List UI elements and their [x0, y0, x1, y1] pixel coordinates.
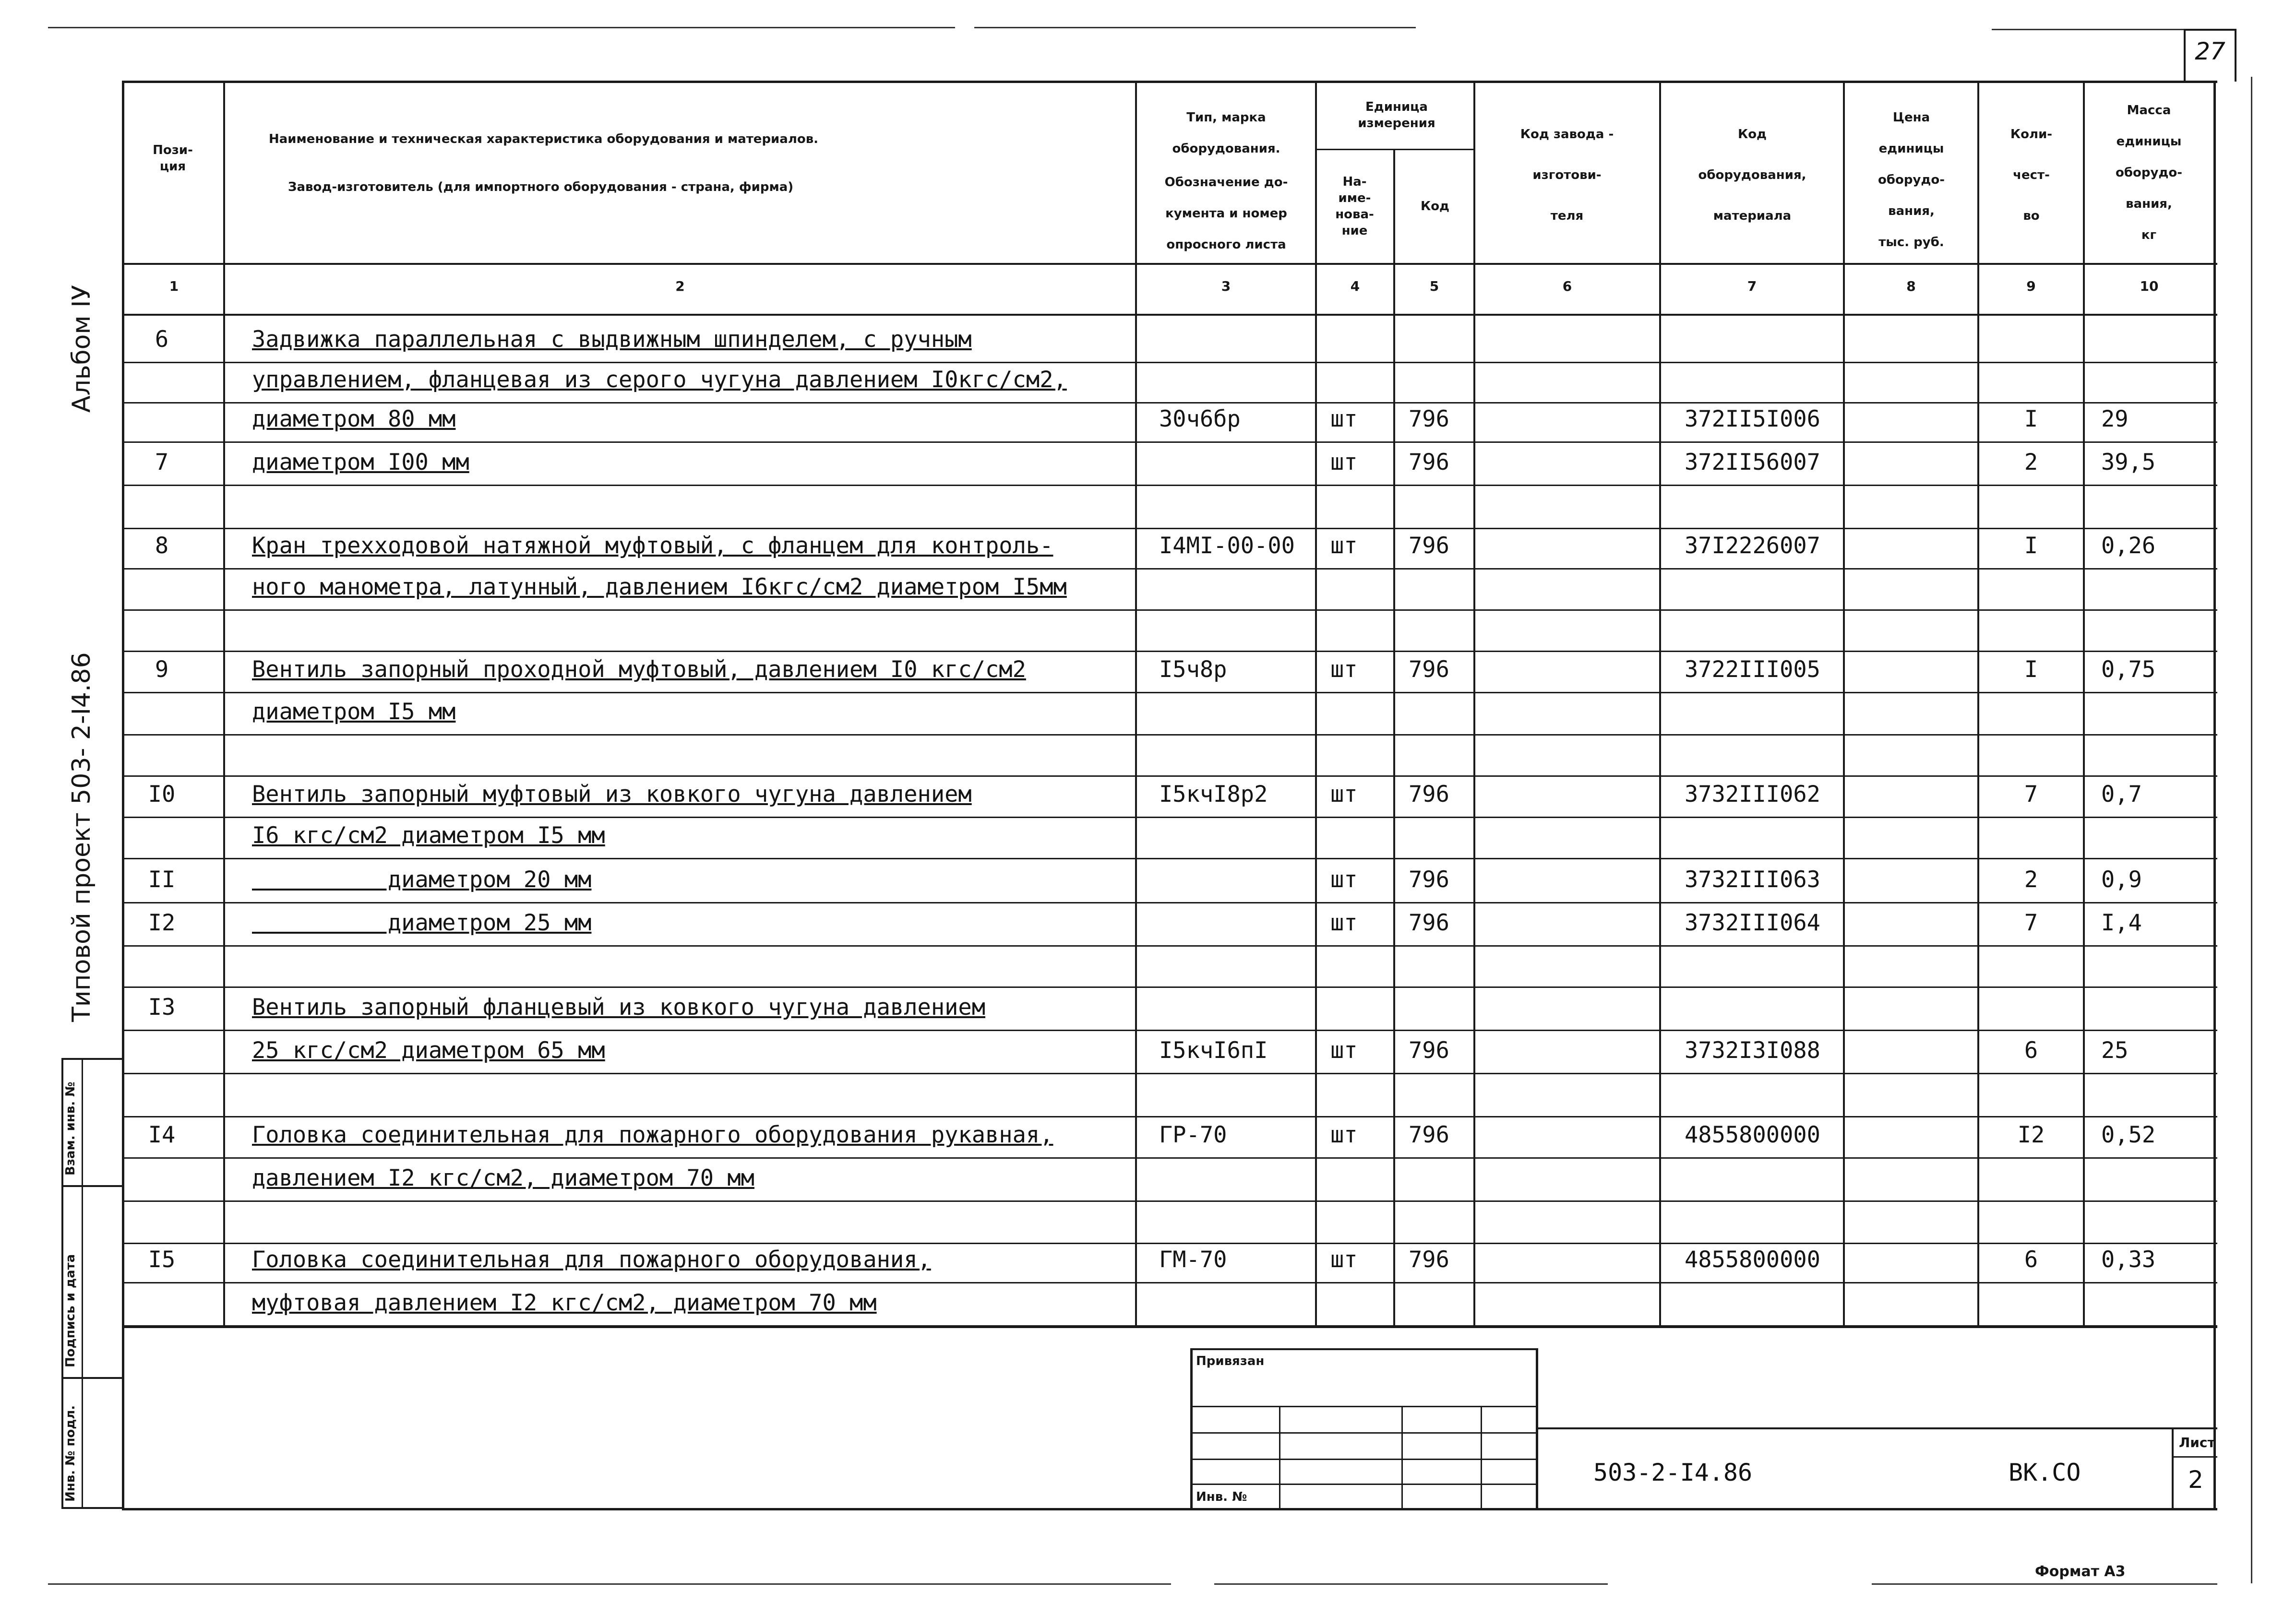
stamp-replaced-inv: Взам. инв. № [63, 1081, 78, 1176]
cell-mass: 29 [2101, 406, 2129, 432]
row-divider [122, 692, 2217, 693]
row-divider [122, 1157, 2217, 1159]
row-divider [122, 1030, 2217, 1031]
cell-qty: I [2024, 656, 2038, 683]
cell-name: Вентиль запорный проходной муфтовый, давлением I0 кгс/см2 [252, 656, 1026, 683]
col-number: 2 [675, 278, 685, 294]
cell-code: 3732III064 [1685, 910, 1820, 936]
stamp-original-inv: Инв. № подл. [63, 1405, 78, 1502]
col-header-unit-name: На- име- нова- ние [1335, 175, 1374, 238]
cell-name: ного манометра, латунный, давлением I6кгс/см2 диаметром I5мм [252, 574, 1067, 600]
row-divider [122, 1282, 2217, 1283]
cell-name: давлением I2 кгс/см2, диаметром 70 мм [252, 1165, 754, 1191]
col-header-unit-group: Единица измерения [1358, 100, 1435, 131]
cell-pos: II [148, 867, 176, 893]
cell-qty: 7 [2024, 910, 2038, 936]
col-header-mass-line: оборудо- [2115, 166, 2183, 180]
cell-unit: шт [1330, 533, 1358, 559]
cell-unit: шт [1330, 656, 1358, 683]
row-divider [122, 441, 2217, 443]
cell-mass: 0,75 [2101, 656, 2156, 683]
cell-name: муфтовая давлением I2 кгс/см2, диаметром 70 мм [252, 1290, 877, 1316]
cell-type: I4МI-00-00 [1159, 533, 1295, 559]
cell-unit: шт [1330, 910, 1358, 936]
cell-unit-code: 796 [1409, 910, 1449, 936]
cell-mass: 0,52 [2101, 1122, 2156, 1148]
cell-name: Вентиль запорный фланцевый из ковкого чугуна давлением [252, 994, 986, 1021]
cell-mass: 25 [2101, 1037, 2129, 1064]
cell-type: I5кчI6пI [1159, 1037, 1268, 1064]
cell-unit: шт [1330, 1122, 1358, 1148]
cell-qty: 6 [2024, 1037, 2038, 1064]
document-code: 503-2-I4.86 [1593, 1459, 1753, 1486]
row-divider [122, 651, 2217, 652]
cell-pos: I2 [148, 910, 176, 936]
cell-qty: 2 [2024, 449, 2038, 475]
col-header-name-2: Завод-изготовитель (для импортного оборудования - страна, фирма) [288, 180, 794, 194]
cell-type: I5кчI8р2 [1159, 781, 1268, 808]
col-header-price-line: единицы [1878, 142, 1944, 156]
cell-code: 372II56007 [1685, 449, 1820, 475]
row-divider [122, 1243, 2217, 1244]
col-number: 9 [2026, 278, 2036, 294]
cell-unit-code: 796 [1409, 1247, 1449, 1273]
col-header-position: Пози- ция [153, 143, 193, 174]
cell-mass: 0,9 [2101, 867, 2142, 893]
col-header-price-line: вания, [1888, 204, 1935, 218]
row-divider [122, 945, 2217, 947]
cell-name: диаметром I5 мм [252, 699, 456, 725]
cell-unit: шт [1330, 867, 1358, 893]
cell-name: управлением, фланцевая из серого чугуна давлением I0кгс/см2, [252, 367, 1067, 393]
col-number: 3 [1221, 278, 1231, 294]
cell-code: 3732I3I088 [1685, 1037, 1820, 1064]
cell-code: 4855800000 [1685, 1247, 1820, 1273]
cell-qty: I [2024, 406, 2038, 432]
cell-code: 3732III062 [1685, 781, 1820, 808]
col-header-mass-line: кг [2141, 228, 2157, 242]
cell-name: Кран трехходовой натяжной муфтовый, с фланцем для контроль- [252, 533, 1053, 559]
col-header-price-line: тыс. руб. [1878, 235, 1944, 249]
row-divider [122, 817, 2217, 818]
cell-type: I5ч8р [1159, 656, 1227, 683]
sheet-label: Лист [2179, 1435, 2215, 1450]
cell-unit: шт [1330, 449, 1358, 475]
col-number: 6 [1562, 278, 1572, 294]
cell-unit: шт [1330, 781, 1358, 808]
cell-pos: I4 [148, 1122, 176, 1148]
row-divider [122, 568, 2217, 570]
col-header-mass-line: Масса [2127, 103, 2171, 118]
row-divider [122, 858, 2217, 859]
cell-pos: 8 [155, 533, 169, 559]
document-mark: ВК.СО [2009, 1459, 2081, 1486]
col-header-type-line: опросного листа [1166, 238, 1286, 252]
row-divider [122, 1116, 2217, 1117]
cell-mass: I,4 [2101, 910, 2142, 936]
col-header-qty-line: Коли- [2010, 127, 2053, 142]
cell-unit-code: 796 [1409, 1122, 1449, 1148]
cell-pos: 6 [155, 326, 169, 353]
col-number: 10 [2140, 278, 2159, 294]
row-divider [122, 402, 2217, 404]
row-divider [122, 1325, 2217, 1327]
cell-unit-code: 796 [1409, 867, 1449, 893]
cell-pos: I0 [148, 781, 176, 808]
col-header-code-line: Код [1737, 127, 1767, 142]
row-divider [122, 734, 2217, 736]
col-number: 5 [1429, 278, 1439, 294]
cell-pos: I3 [148, 994, 176, 1021]
cell-mass: 0,7 [2101, 781, 2142, 808]
cell-name: диаметром I00 мм [252, 449, 469, 475]
cell-name: диаметром 25 мм [252, 910, 592, 936]
col-header-mass-line: единицы [2116, 134, 2182, 149]
cell-qty: 7 [2024, 781, 2038, 808]
cell-unit-code: 796 [1409, 406, 1449, 432]
cell-type: ГР-70 [1159, 1122, 1227, 1148]
cell-qty: 2 [2024, 867, 2038, 893]
col-header-price-line: Цена [1892, 110, 1930, 125]
cell-type: 30ч6бр [1159, 406, 1241, 432]
cell-type: ГМ-70 [1159, 1247, 1227, 1273]
cell-code: 4855800000 [1685, 1122, 1820, 1148]
col-number: 7 [1747, 278, 1757, 294]
col-header-qty-line: чест- [2013, 168, 2050, 182]
cell-name: I6 кгс/см2 диаметром I5 мм [252, 822, 605, 849]
cell-unit: шт [1330, 1037, 1358, 1064]
col-header-maker-line: теля [1550, 209, 1584, 223]
col-header-price-line: оборудо- [1877, 173, 1945, 187]
cell-mass: 0,26 [2101, 533, 2156, 559]
cell-name: Головка соединительная для пожарного оборудования, [252, 1247, 931, 1273]
cell-code: 372II5I006 [1685, 406, 1820, 432]
cell-name: Задвижка параллельная с выдвижным шпинделем, с ручным [252, 326, 972, 353]
cell-code: 37I2226007 [1685, 533, 1820, 559]
row-divider [122, 986, 2217, 988]
row-divider [122, 362, 2217, 363]
col-header-maker-line: Код завода - [1520, 127, 1614, 142]
cell-code: 3732III063 [1685, 867, 1820, 893]
cell-unit: шт [1330, 1247, 1358, 1273]
inv-label: Инв. № [1196, 1490, 1247, 1504]
cell-pos: I5 [148, 1247, 176, 1273]
cell-unit-code: 796 [1409, 781, 1449, 808]
cell-unit: шт [1330, 406, 1358, 432]
row-divider [122, 485, 2217, 486]
sheet-number: 2 [2188, 1466, 2203, 1494]
col-header-code-line: оборудования, [1698, 168, 1806, 182]
cell-mass: 39,5 [2101, 449, 2156, 475]
col-header-maker-line: изготови- [1532, 168, 1602, 182]
col-number: 1 [169, 278, 179, 294]
col-header-type-line: Тип, марка [1186, 110, 1266, 125]
cell-unit-code: 796 [1409, 1037, 1449, 1064]
col-header-name-1: Наименование и техническая характеристика оборудования и материалов. [269, 132, 819, 146]
col-header-unit-code: Код [1420, 199, 1450, 214]
format-label: Формат А3 [2035, 1563, 2126, 1580]
cell-name: диаметром 20 мм [252, 867, 592, 893]
col-number: 8 [1906, 278, 1916, 294]
page-number: 27 [2195, 37, 2225, 65]
row-divider [122, 1073, 2217, 1074]
project-label: Типовой проект 503- 2-I4.86 [67, 652, 96, 1022]
cell-pos: 9 [155, 656, 169, 683]
row-divider [122, 902, 2217, 903]
album-label: Альбом IУ [67, 285, 96, 413]
col-number: 4 [1350, 278, 1360, 294]
col-header-type-line: Обозначение до- [1164, 175, 1288, 190]
stamp-signature-date: Подпись и дата [63, 1254, 78, 1367]
cell-name: Головка соединительная для пожарного оборудования рукавная, [252, 1122, 1053, 1148]
cell-pos: 7 [155, 449, 169, 475]
cell-name: Вентиль запорный муфтовый из ковкого чугуна давлением [252, 781, 972, 808]
row-divider [122, 1200, 2217, 1202]
row-divider [122, 609, 2217, 611]
cell-code: 3722III005 [1685, 656, 1820, 683]
col-header-qty-line: во [2023, 209, 2040, 223]
cell-qty: I [2024, 533, 2038, 559]
col-header-code-line: материала [1713, 209, 1792, 223]
row-divider [122, 528, 2217, 529]
cell-name: 25 кгс/см2 диаметром 65 мм [252, 1037, 605, 1064]
row-divider [122, 775, 2217, 777]
cell-mass: 0,33 [2101, 1247, 2156, 1273]
cell-qty: 6 [2024, 1247, 2038, 1273]
cell-name: диаметром 80 мм [252, 406, 456, 432]
cell-unit-code: 796 [1409, 449, 1449, 475]
bound-label: Привязан [1196, 1354, 1265, 1368]
cell-qty: I2 [2017, 1122, 2045, 1148]
col-header-mass-line: вания, [2126, 197, 2172, 211]
cell-unit-code: 796 [1409, 533, 1449, 559]
col-header-type-line: оборудования. [1172, 142, 1280, 156]
cell-unit-code: 796 [1409, 656, 1449, 683]
col-header-type-line: кумента и номер [1165, 206, 1287, 221]
